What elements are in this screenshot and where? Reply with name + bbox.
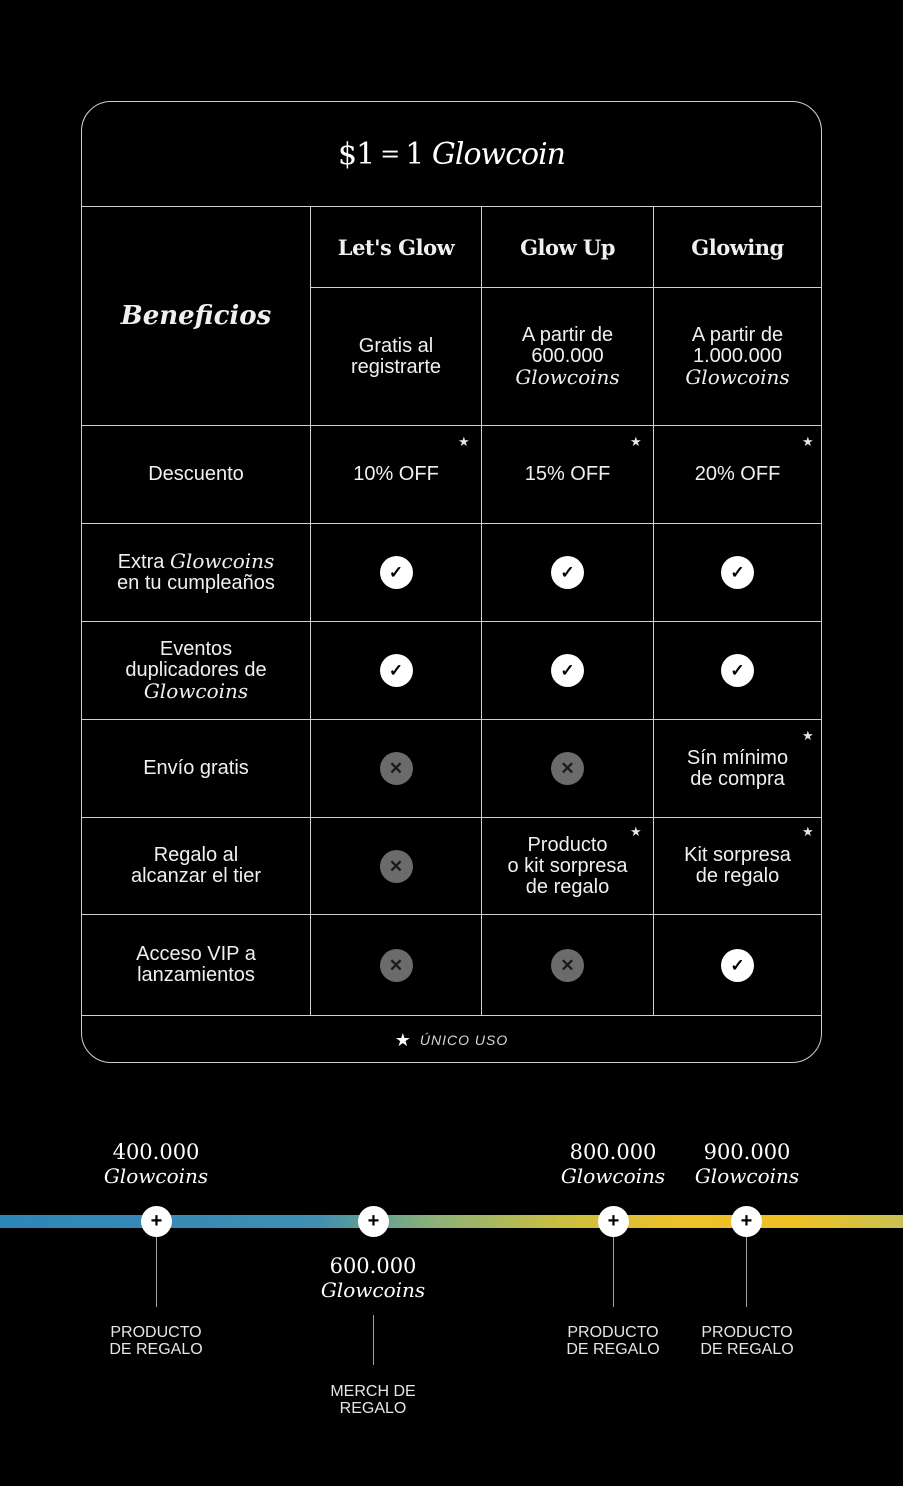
requirement-unit: Glowcoins: [515, 365, 620, 389]
cell-text: o kit sorpresa: [507, 854, 628, 877]
reward-text: DE REGALO: [566, 1341, 660, 1358]
row-label-descuento: Descuento: [148, 463, 244, 485]
milestone-number: 800.000: [569, 1140, 657, 1164]
label-italic: Glowcoins: [143, 679, 249, 703]
plus-icon[interactable]: +: [141, 1206, 172, 1237]
milestone-connector: [373, 1315, 374, 1365]
tier-name-lets-glow: Let's Glow: [337, 234, 455, 260]
label-text: en tu cumpleaños: [117, 572, 275, 594]
plus-icon[interactable]: +: [358, 1206, 389, 1237]
title-amount: 1: [405, 136, 424, 172]
discount-lets-glow: 10% OFF: [353, 463, 439, 485]
star-icon: ★: [630, 434, 642, 449]
cell-text: de compra: [690, 767, 785, 790]
requirement-amount: 600.000: [531, 345, 604, 367]
check-icon: ✓: [551, 654, 584, 687]
label-text: lanzamientos: [137, 964, 255, 986]
cell-vip-glowing: [654, 915, 821, 1015]
tier-name-glowing: Glowing: [691, 234, 784, 260]
milestone-unit: Glowcoins: [560, 1164, 666, 1188]
check-icon: ✓: [380, 654, 413, 687]
tier-requirement-lets-glow: [311, 288, 481, 425]
cell-cumple-glowing: [654, 524, 821, 621]
reward-text: DE REGALO: [109, 1341, 203, 1358]
row-label-cumpleanos: [82, 524, 310, 621]
cross-icon: ✕: [551, 949, 584, 982]
title-equals: =: [380, 140, 400, 168]
cell-regalo-glowing: [654, 818, 821, 914]
milestone-unit: Glowcoins: [694, 1164, 800, 1188]
row-label-regalo: [82, 818, 310, 914]
cross-icon: ✕: [380, 949, 413, 982]
cell-text: de regalo: [525, 875, 610, 898]
label-text: alcanzar el tier: [130, 865, 262, 887]
milestone-unit: Glowcoins: [103, 1164, 209, 1188]
reward-text: PRODUCTO: [701, 1324, 793, 1341]
title-price: $1: [337, 136, 375, 172]
progress-timeline-bar: [0, 1215, 903, 1228]
star-icon: ★: [630, 824, 642, 839]
cell-vip-glow-up: [482, 915, 653, 1015]
milestone-reward: [543, 1324, 683, 1358]
requirement-text: registrarte: [350, 355, 442, 378]
star-icon: ★: [802, 824, 814, 839]
reward-text: REGALO: [339, 1400, 407, 1417]
check-icon: ✓: [721, 654, 754, 687]
milestone-amount: [303, 1254, 443, 1302]
conversion-title: [82, 102, 821, 206]
requirement-unit: Glowcoins: [685, 365, 790, 389]
row-label-eventos: [82, 622, 310, 719]
discount-glowing: 20% OFF: [694, 463, 781, 485]
tier-name-glow-up: Glow Up: [520, 234, 615, 260]
reward-text: PRODUCTO: [110, 1324, 202, 1341]
milestone-connector: [156, 1237, 157, 1307]
milestone-reward: [677, 1324, 817, 1358]
milestone-reward: [303, 1383, 443, 1417]
star-icon: ★: [458, 434, 470, 449]
cell-cumple-lets-glow: [311, 524, 481, 621]
reward-text: MERCH DE: [330, 1383, 416, 1400]
milestone-connector: [613, 1237, 614, 1307]
milestone-number: 400.000: [112, 1140, 200, 1164]
row-label-vip: [82, 915, 310, 1015]
milestone-reward: [86, 1324, 226, 1358]
cell-regalo-lets-glow: [311, 818, 481, 914]
check-icon: ✓: [721, 949, 754, 982]
plus-icon[interactable]: +: [598, 1206, 629, 1237]
cell-envio-glow-up: [482, 720, 653, 817]
tier-comparison-card: [81, 101, 822, 1063]
cell-text: de regalo: [695, 865, 780, 887]
label-italic: Glowcoins: [169, 549, 275, 573]
cell-envio-glowing: [654, 720, 821, 817]
cross-icon: ✕: [380, 850, 413, 883]
star-icon: ★: [802, 728, 814, 743]
cross-icon: ✕: [380, 752, 413, 785]
row-label-envio: Envío gratis: [143, 757, 249, 779]
cross-icon: ✕: [551, 752, 584, 785]
milestone-number: 900.000: [703, 1140, 791, 1164]
reward-text: DE REGALO: [700, 1341, 794, 1358]
cell-regalo-glow-up: [482, 818, 653, 914]
table-footer: [82, 1016, 821, 1064]
cell-text: Producto: [527, 833, 608, 856]
cell-vip-lets-glow: [311, 915, 481, 1015]
star-icon: ★: [394, 1029, 412, 1050]
cell-eventos-glowing: [654, 622, 821, 719]
requirement-amount: 1.000.000: [693, 345, 782, 367]
cell-text: Sín mínimo: [686, 746, 789, 769]
milestone-connector: [746, 1237, 747, 1307]
milestone-number: 600.000: [329, 1254, 417, 1278]
requirement-text: Gratis al: [358, 334, 434, 357]
requirement-text: A partir de: [521, 324, 614, 346]
label-text: Eventos: [159, 638, 233, 660]
label-text: duplicadores de: [125, 659, 267, 681]
plus-icon[interactable]: +: [731, 1206, 762, 1237]
milestone-amount: [677, 1140, 817, 1188]
cell-eventos-lets-glow: [311, 622, 481, 719]
benefits-header: Beneficios: [120, 300, 272, 331]
check-icon: ✓: [721, 556, 754, 589]
milestone-amount: [86, 1140, 226, 1188]
milestone-amount: [543, 1140, 683, 1188]
check-icon: ✓: [380, 556, 413, 589]
requirement-text: A partir de: [691, 324, 784, 346]
cell-envio-lets-glow: [311, 720, 481, 817]
tier-requirement-glowing: [654, 288, 821, 425]
title-unit: Glowcoin: [431, 136, 566, 172]
star-icon: ★: [802, 434, 814, 449]
cell-eventos-glow-up: [482, 622, 653, 719]
tier-requirement-glow-up: [482, 288, 653, 425]
milestone-unit: Glowcoins: [320, 1278, 426, 1302]
footer-text: ÚNICO USO: [419, 1032, 509, 1048]
check-icon: ✓: [551, 556, 584, 589]
cell-text: Kit sorpresa: [684, 844, 791, 866]
cell-cumple-glow-up: [482, 524, 653, 621]
label-text: Regalo al: [153, 844, 239, 866]
discount-glow-up: 15% OFF: [524, 463, 611, 485]
label-text: Acceso VIP a: [136, 943, 256, 965]
reward-text: PRODUCTO: [567, 1324, 659, 1341]
label-text: Extra: [117, 551, 165, 573]
